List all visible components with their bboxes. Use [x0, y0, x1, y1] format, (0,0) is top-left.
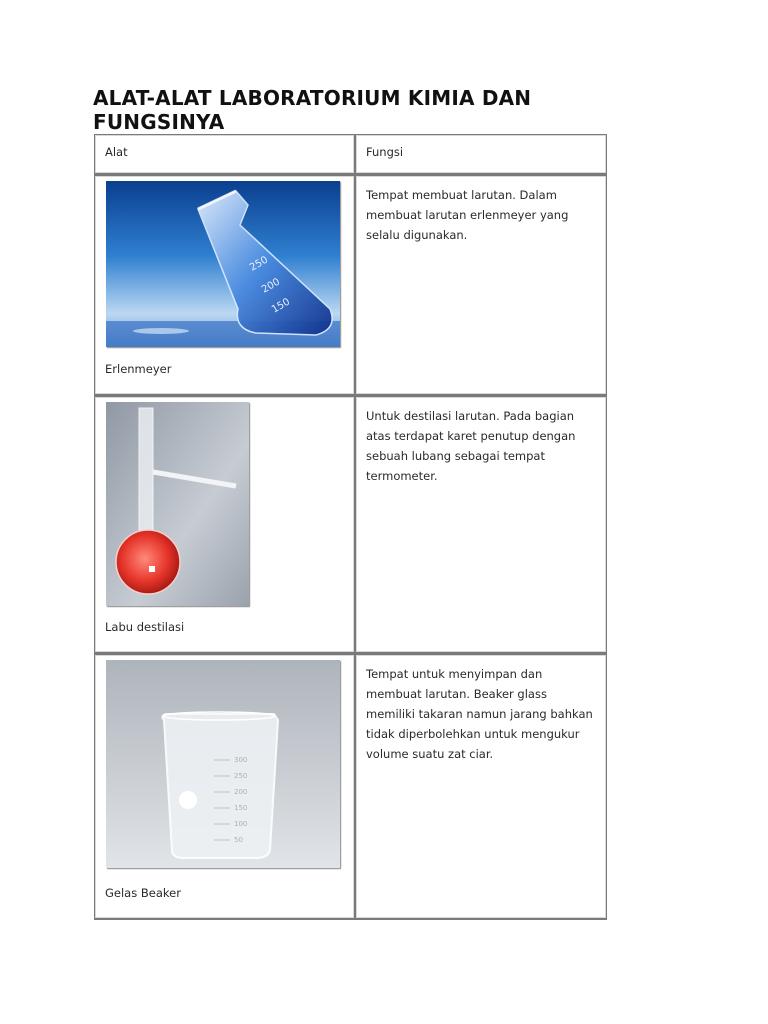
header-alat: Alat: [105, 145, 128, 159]
erlenmeyer-mark-200: 200: [260, 276, 283, 296]
tool-name-labu-destilasi: Labu destilasi: [105, 620, 185, 634]
function-gelas-beaker: Tempat untuk menyimpan dan membuat larutan. Beaker glass memiliki takaran namun jarang bahkan tidak diperbolehkan untuk mengukur volume suatu zat ciar.: [366, 667, 593, 761]
table-row-gelas-beaker-tool: [95, 655, 354, 918]
beaker-mark-300: 300: [234, 756, 248, 764]
table-row-gelas-beaker-function: [356, 655, 606, 918]
table-row-erlenmeyer-function: [356, 176, 606, 394]
header-fungsi: Fungsi: [366, 145, 404, 159]
beaker-mark-50: 50: [234, 836, 243, 844]
tools-table: [94, 134, 607, 920]
beaker-mark-100: 100: [234, 820, 248, 828]
table-row-labu-destilasi-function: [356, 397, 606, 652]
function-erlenmeyer: Tempat membuat larutan. Dalam membuat larutan erlenmeyer yang selalu digunakan.: [366, 188, 569, 242]
beaker-mark-200: 200: [234, 788, 248, 796]
table-header-cell-fungsi: [356, 135, 606, 173]
tool-name-erlenmeyer: Erlenmeyer: [105, 362, 172, 376]
erlenmeyer-mark-150: 150: [270, 296, 293, 316]
erlenmeyer-mark-250: 250: [248, 254, 271, 274]
beaker-mark-150: 150: [234, 804, 248, 812]
table-header-cell-alat: [95, 135, 354, 173]
distillation-flask-image: [106, 402, 249, 606]
beaker-mark-250: 250: [234, 772, 248, 780]
function-labu-destilasi: Untuk destilasi larutan. Pada bagian atas terdapat karet penutup dengan sebuah lubang sebagai tempat termometer.: [366, 409, 576, 483]
erlenmeyer-image: [106, 181, 340, 347]
table-row-erlenmeyer-tool: [95, 176, 354, 394]
tool-name-gelas-beaker: Gelas Beaker: [105, 886, 181, 900]
document-title: ALAT-ALAT LABORATORIUM KIMIA DAN FUNGSINYA: [93, 86, 532, 134]
beaker-image: [106, 660, 340, 868]
table-row-labu-destilasi-tool: [95, 397, 354, 652]
